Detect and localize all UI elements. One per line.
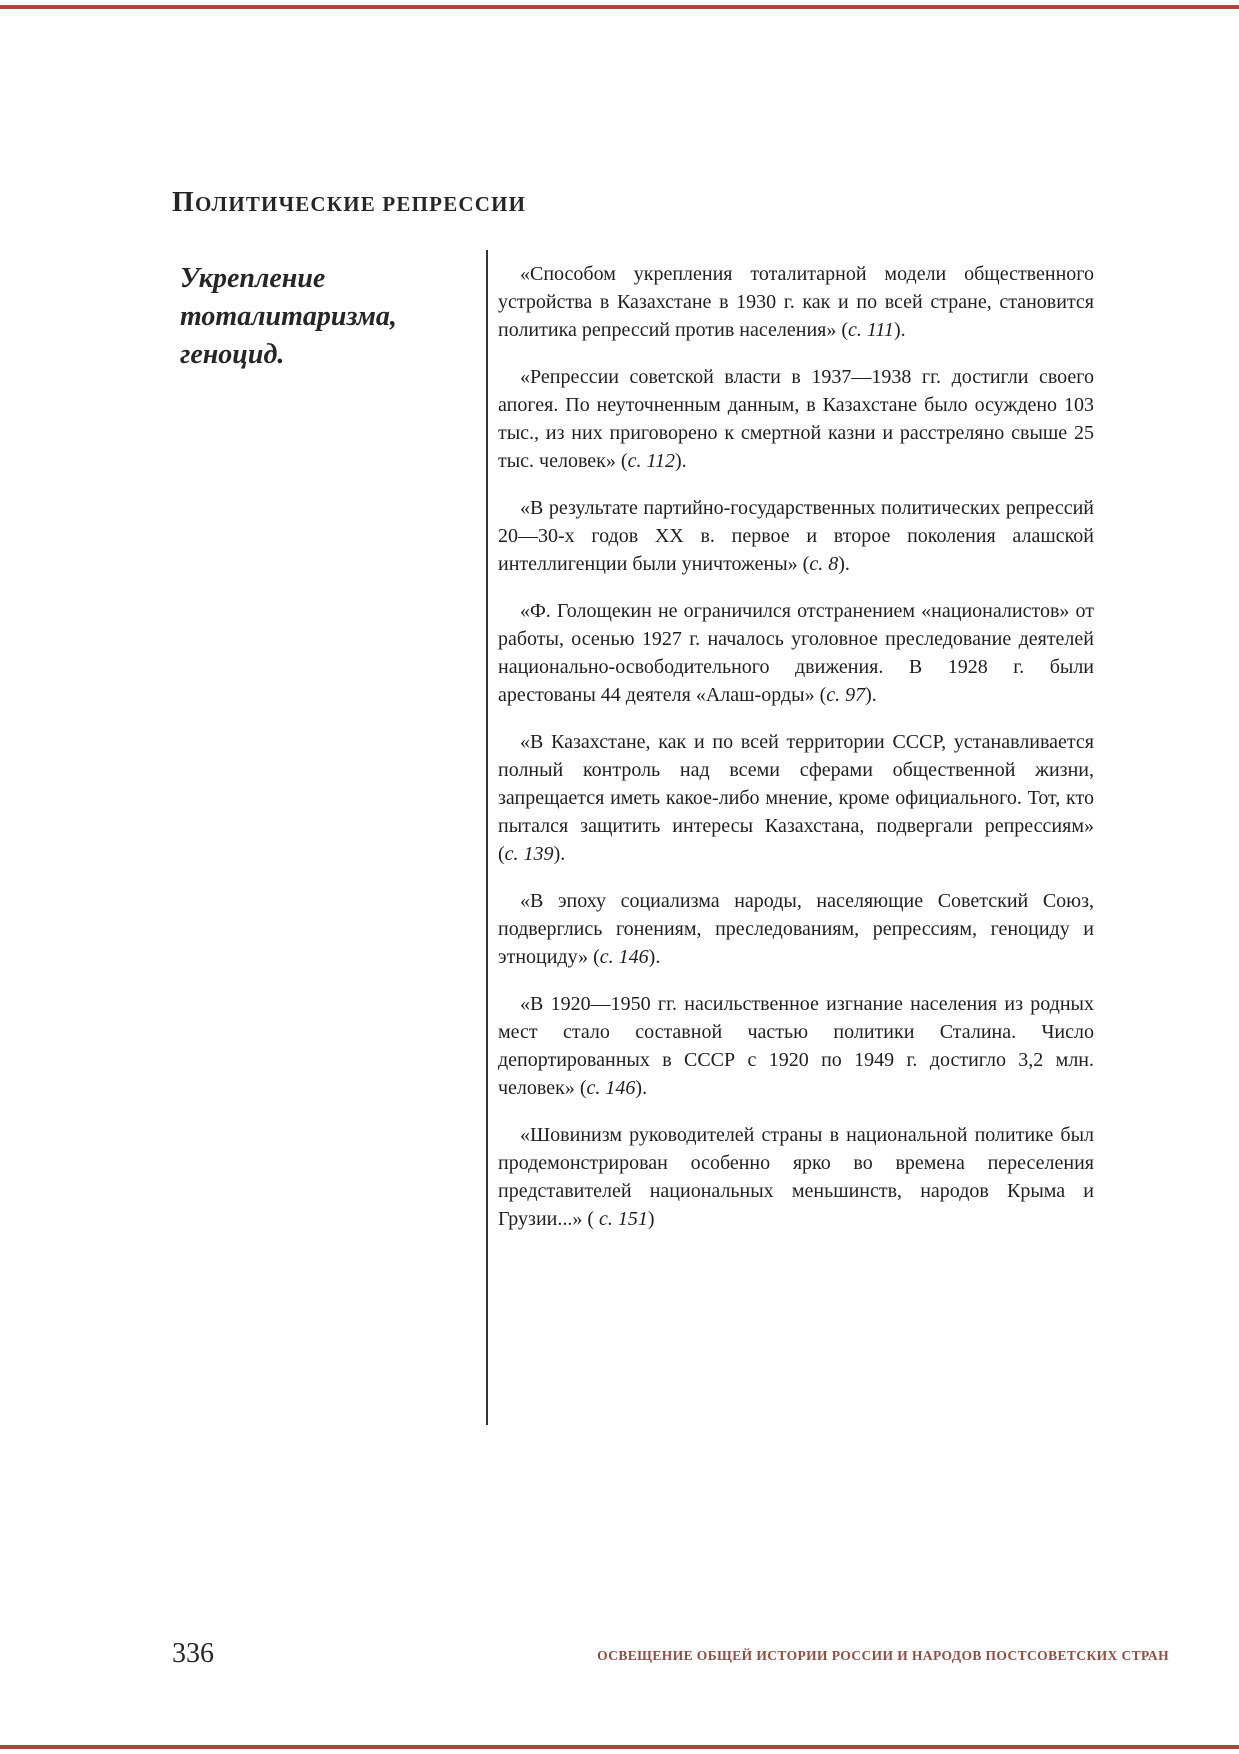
quote-text: «Шовинизм руководителей страны в национальной политике был продемонстрирован особенно ярко во времена переселения представителей национальных меньшинств, народов Крыма и Грузии...»	[498, 1124, 1094, 1230]
quote-paragraph	[498, 887, 1094, 971]
quote-paragraph	[498, 363, 1094, 475]
section-title: ПОЛИТИЧЕСКИЕ РЕПРЕССИИ	[172, 187, 527, 218]
bottom-red-rule	[0, 1745, 1239, 1749]
citation: (с. 146).	[593, 946, 661, 968]
quote-paragraph	[498, 990, 1094, 1102]
citation-page: с. 111	[848, 319, 894, 341]
citation: (с. 8).	[802, 553, 850, 575]
citation-page: с. 151	[599, 1208, 648, 1230]
quote-paragraph	[498, 494, 1094, 578]
quote-paragraph	[498, 1121, 1094, 1233]
citation-page: с. 146	[599, 946, 649, 968]
citation: (с. 146).	[579, 1077, 648, 1099]
citation: (с. 97).	[819, 684, 877, 706]
citation: (с. 112).	[620, 450, 687, 472]
quote-text: «В результате партийно-государственных политических репрессий 20—30-х годов ХХ в. первое и второе поколения алашской интеллигенции были уничтожены»	[498, 497, 1094, 575]
quote-paragraph	[498, 597, 1094, 709]
running-title: ОСВЕЩЕНИЕ ОБЩЕЙ ИСТОРИИ РОССИИ И НАРОДОВ ПОСТСОВЕТСКИХ СТРАН	[597, 1648, 1169, 1663]
top-red-rule	[0, 5, 1239, 9]
quote-text: «В Казахстане, как и по всей территории СССР, устанавливается полный контроль над всеми сферами общественной жизни, запрещается иметь какое-либо мнение, кроме официального. Тот, кто пытался защитить интересы Казахстана, подвергали репрессиям»	[498, 731, 1094, 837]
citation-page: с. 139	[504, 843, 554, 865]
page-number: 336	[172, 1638, 214, 1669]
quote-text: «Ф. Голощекин не ограничился отстранением «националистов» от работы, осенью 1927 г. началось уголовное преследование деятелей национально-освободительного движения. В 1928 г. были арестованы 44 деятеля «Алаш-орды»	[498, 600, 1094, 706]
quote-text: «Репрессии советской власти в 1937—1938 гг. достигли своего апогея. По неуточненным данным, в Казахстане было осуждено 103 тыс., из них приговорено к смертной казни и расстреляно свыше 25 тыс. человек»	[498, 366, 1094, 472]
quote-text: «В эпоху социализма народы, населяющие Советский Союз, подверглись гонениям, преследованиям, репрессиям, геноциду и этноциду»	[498, 890, 1094, 968]
citation: ( с. 151)	[587, 1208, 655, 1230]
quote-paragraph	[498, 728, 1094, 868]
sidebar-topic-heading: Укрепление тоталитаризма, геноцид.	[180, 263, 397, 370]
citation-page: с. 112	[627, 450, 675, 472]
main-text-column	[498, 260, 1094, 1252]
citation-page: с. 97	[826, 684, 866, 706]
quote-paragraph	[498, 260, 1094, 344]
quote-text: «В 1920—1950 гг. насильственное изгнание населения из родных мест стало составной частью политики Сталина. Число депортированных в СССР с 1920 по 1949 г. достигло 3,2 млн. человек»	[498, 993, 1094, 1099]
quote-text: «Способом укрепления тоталитарной модели общественного устройства в Казахстане в 1930 г. как и по всей стране, становится политика репрессий против населения»	[498, 263, 1094, 341]
citation-page: с. 146	[586, 1077, 636, 1099]
citation-page: с. 8	[809, 553, 839, 575]
citation: (с. 111).	[841, 319, 906, 341]
citation: (с. 139).	[498, 843, 566, 865]
column-divider-line	[486, 250, 488, 1425]
